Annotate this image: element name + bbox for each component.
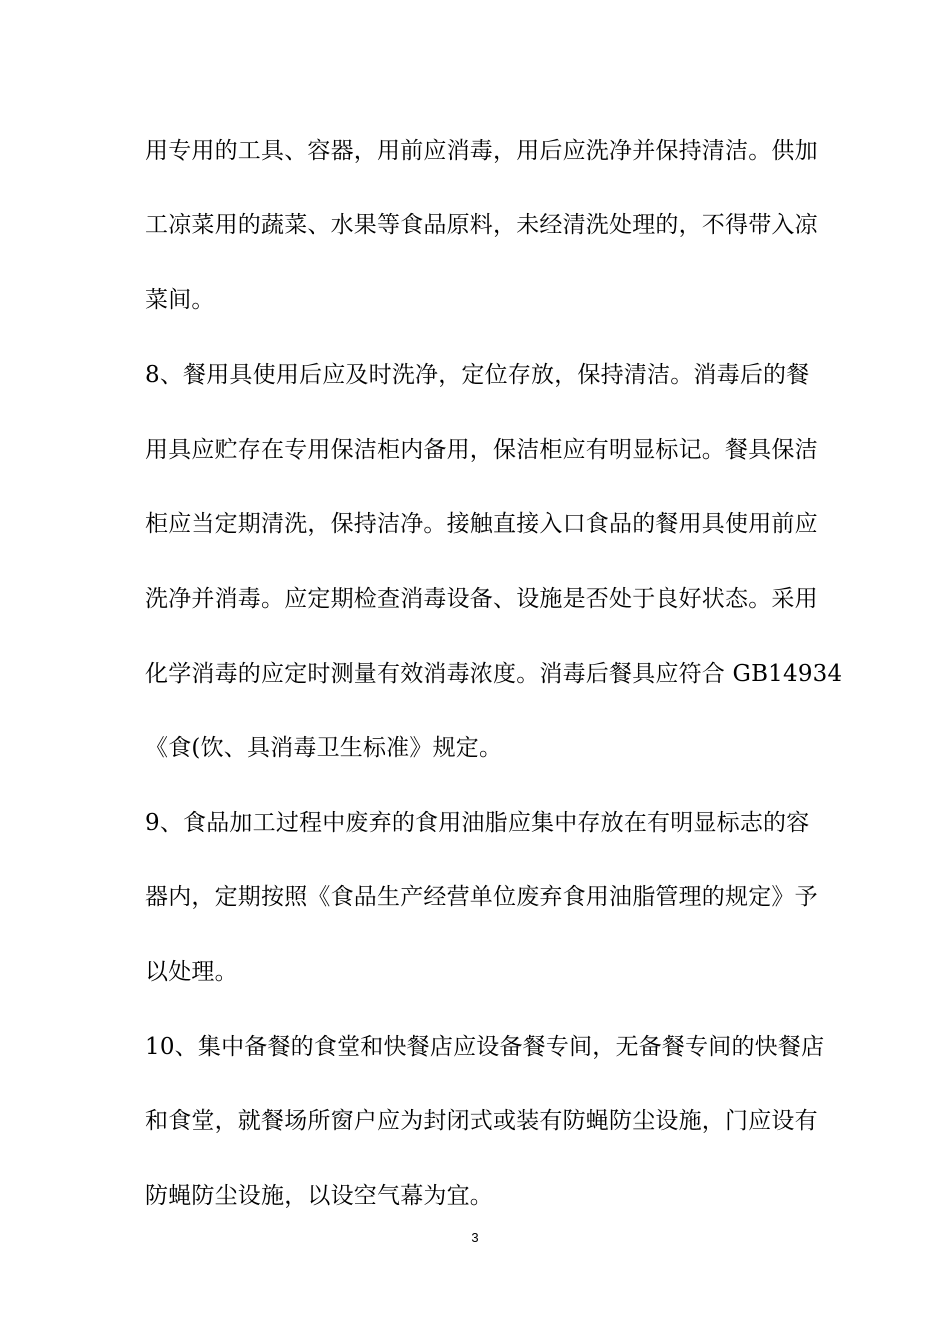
page-number: 3 (471, 1230, 479, 1245)
text-line: 用专用的工具、容器，用前应消毒，用后应洗净并保持清洁。供加 (145, 138, 818, 164)
text-line: 《食(饮、具消毒卫生标准》规定。 (145, 735, 503, 761)
text-line: 防蝇防尘设施，以设空气幕为宜。 (145, 1183, 493, 1209)
text-line: 化学消毒的应定时测量有效消毒浓度。消毒后餐具应符合 GB14934 (145, 661, 843, 687)
text-line: 工凉菜用的蔬菜、水果等食品原料，未经清洗处理的，不得带入凉 (145, 212, 818, 238)
text-line: 洗净并消毒。应定期检查消毒设备、设施是否处于良好状态。采用 (145, 586, 818, 612)
text-line: 9、食品加工过程中废弃的食用油脂应集中存放在有明显标志的容 (145, 810, 810, 836)
text-line: 和食堂，就餐场所窗户应为封闭式或装有防蝇防尘设施，门应设有 (145, 1108, 818, 1134)
text-line: 10、集中备餐的食堂和快餐店应设备餐专间，无备餐专间的快餐店 (145, 1034, 825, 1060)
text-line: 柜应当定期清洗，保持洁净。接触直接入口食品的餐用具使用前应 (145, 511, 818, 537)
text-line: 菜间。 (145, 287, 215, 313)
text-line: 以处理。 (145, 959, 238, 985)
text-line: 8、餐用具使用后应及时洗净，定位存放，保持清洁。消毒后的餐 (145, 362, 810, 388)
text-line: 器内，定期按照《食品生产经营单位废弃食用油脂管理的规定》予 (145, 884, 818, 910)
text-line: 用具应贮存在专用保洁柜内备用，保洁柜应有明显标记。餐具保洁 (145, 437, 818, 463)
